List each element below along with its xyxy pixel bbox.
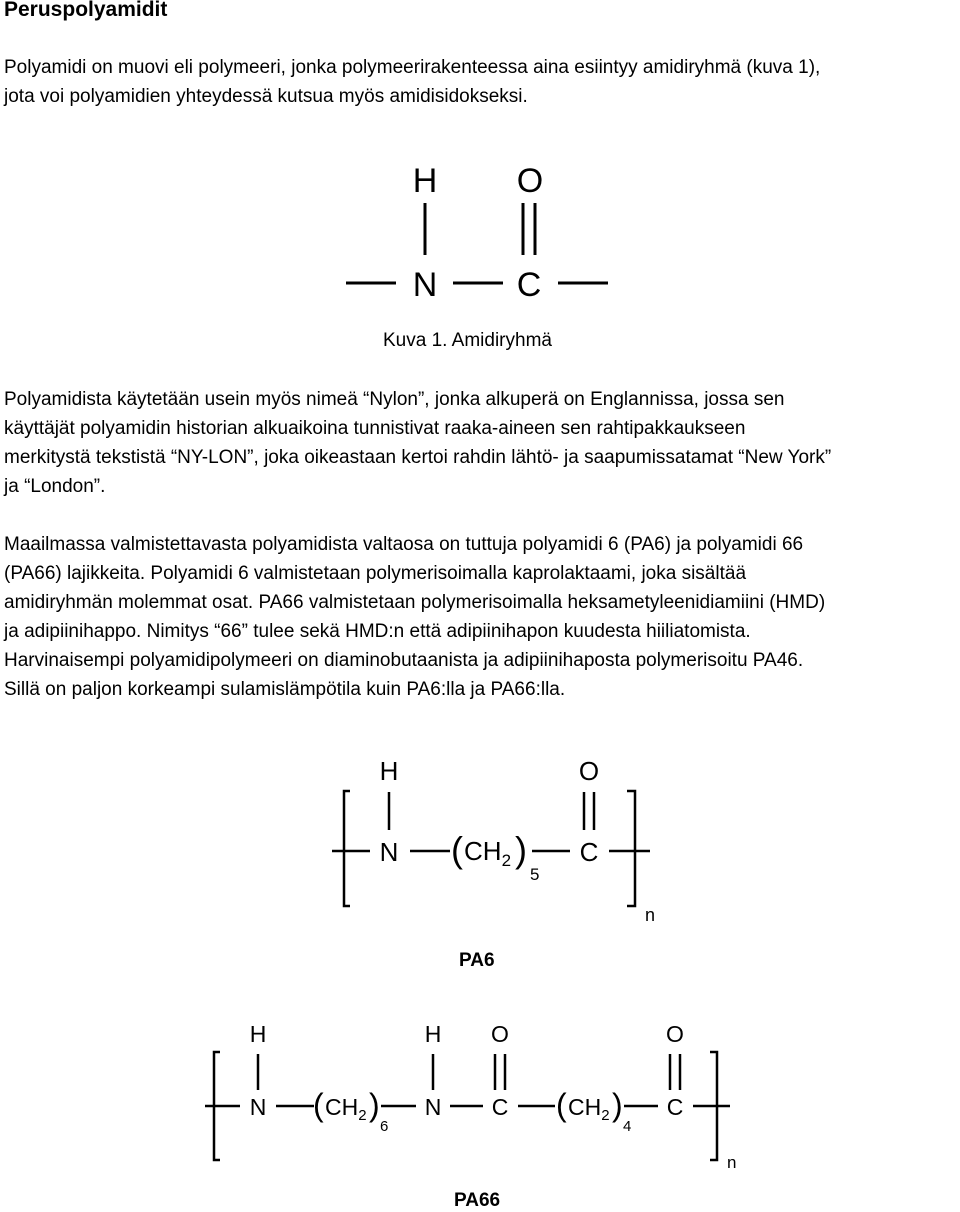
polymer-repeat-n: n [727, 1153, 737, 1172]
close-parenthesis: ) [612, 1087, 623, 1123]
nitrogen-atom: N [424, 1094, 442, 1120]
close-parenthesis: ) [369, 1087, 380, 1123]
polyamide-types-paragraph [4, 530, 956, 704]
open-parenthesis: ( [451, 829, 463, 870]
polymer-repeat-n: n [645, 905, 656, 925]
figure-caption: Kuva 1. Amidiryhmä [383, 330, 552, 351]
page-heading: Peruspolyamidit [4, 0, 168, 21]
hydrogen-atom: H [379, 756, 399, 786]
nitrogen-atom: N [412, 266, 438, 304]
methylene-group: $CH_2$ [325, 1094, 367, 1124]
left-bracket [344, 791, 350, 906]
pa66-label: PA66 [454, 1190, 501, 1211]
oxygen-atom: O [666, 1021, 684, 1047]
hydrogen-atom: H [424, 1021, 442, 1047]
carbon-atom: C [579, 837, 599, 867]
pa6-label: PA6 [459, 950, 495, 971]
methylene-group: $CH_2$ [568, 1094, 610, 1124]
pa6-structure [0, 740, 960, 940]
text-line: käyttäjät polyamidin historian alkuaikoina tunnistivat raaka-aineen sen rahtipakkaukseen [4, 418, 746, 439]
methylene-group: $CH_2$ [464, 836, 512, 870]
nitrogen-atom: N [249, 1094, 267, 1120]
text-line: ja “London”. [4, 476, 106, 497]
oxygen-atom: O [491, 1021, 509, 1047]
open-parenthesis: ( [556, 1087, 567, 1123]
oxygen-atom: O [578, 756, 600, 786]
repeat-count: 6 [380, 1118, 389, 1135]
nylon-paragraph [4, 385, 956, 501]
carbon-atom: C [666, 1094, 684, 1120]
carbon-atom: C [516, 266, 542, 304]
repeat-count: 4 [623, 1118, 632, 1135]
open-parenthesis: ( [313, 1087, 324, 1123]
repeat-count: 5 [530, 865, 540, 884]
text-line: Polyamidista käytetään usein myös nimeä “Nylon”, jonka alkuperä on Englannissa, jossa sen [4, 389, 785, 410]
text-line: ja adipiinihappo. Nimitys “66” tulee sekä HMD:n että adipiinihapon kuudesta hiiliatomista. [4, 621, 751, 642]
text-line: (PA66) lajikkeita. Polyamidi 6 valmistetaan polymerisoimalla kaprolaktaami, joka sisältää [4, 563, 747, 584]
oxygen-atom: O [516, 162, 544, 200]
hydrogen-atom: H [249, 1021, 267, 1047]
text-line: Sillä on paljon korkeampi sulamislämpötila kuin PA6:lla ja PA66:lla. [4, 679, 566, 700]
text-line: merkitystä tekstistä “NY-LON”, joka oikeastaan kertoi rahdin lähtö- ja saapumissatamat “New York” [4, 447, 832, 468]
text-line: Harvinaisempi polyamidipolymeeri on diaminobutaanista ja adipiinihaposta polymerisoitu PA46. [4, 650, 804, 671]
pa66-structure [0, 1010, 960, 1190]
carbon-atom: C [491, 1094, 509, 1120]
text-line: Polyamidi on muovi eli polymeeri, jonka polymeerirakenteessa aina esiintyy amidiryhmä (kuva 1), [4, 57, 821, 78]
hydrogen-atom: H [412, 162, 438, 200]
right-bracket [627, 791, 635, 906]
nitrogen-atom: N [379, 837, 399, 867]
amide-group-structure [0, 0, 960, 320]
close-parenthesis: ) [515, 829, 527, 870]
text-line: amidiryhmän molemmat osat. PA66 valmistetaan polymerisoimalla heksametyleenidiamiini (HMD) [4, 592, 826, 613]
text-line: Maailmassa valmistettavasta polyamidista valtaosa on tuttuja polyamidi 6 (PA6) ja polyamidi 66 [4, 534, 804, 555]
text-line: jota voi polyamidien yhteydessä kutsua myös amidisidokseksi. [4, 86, 528, 107]
